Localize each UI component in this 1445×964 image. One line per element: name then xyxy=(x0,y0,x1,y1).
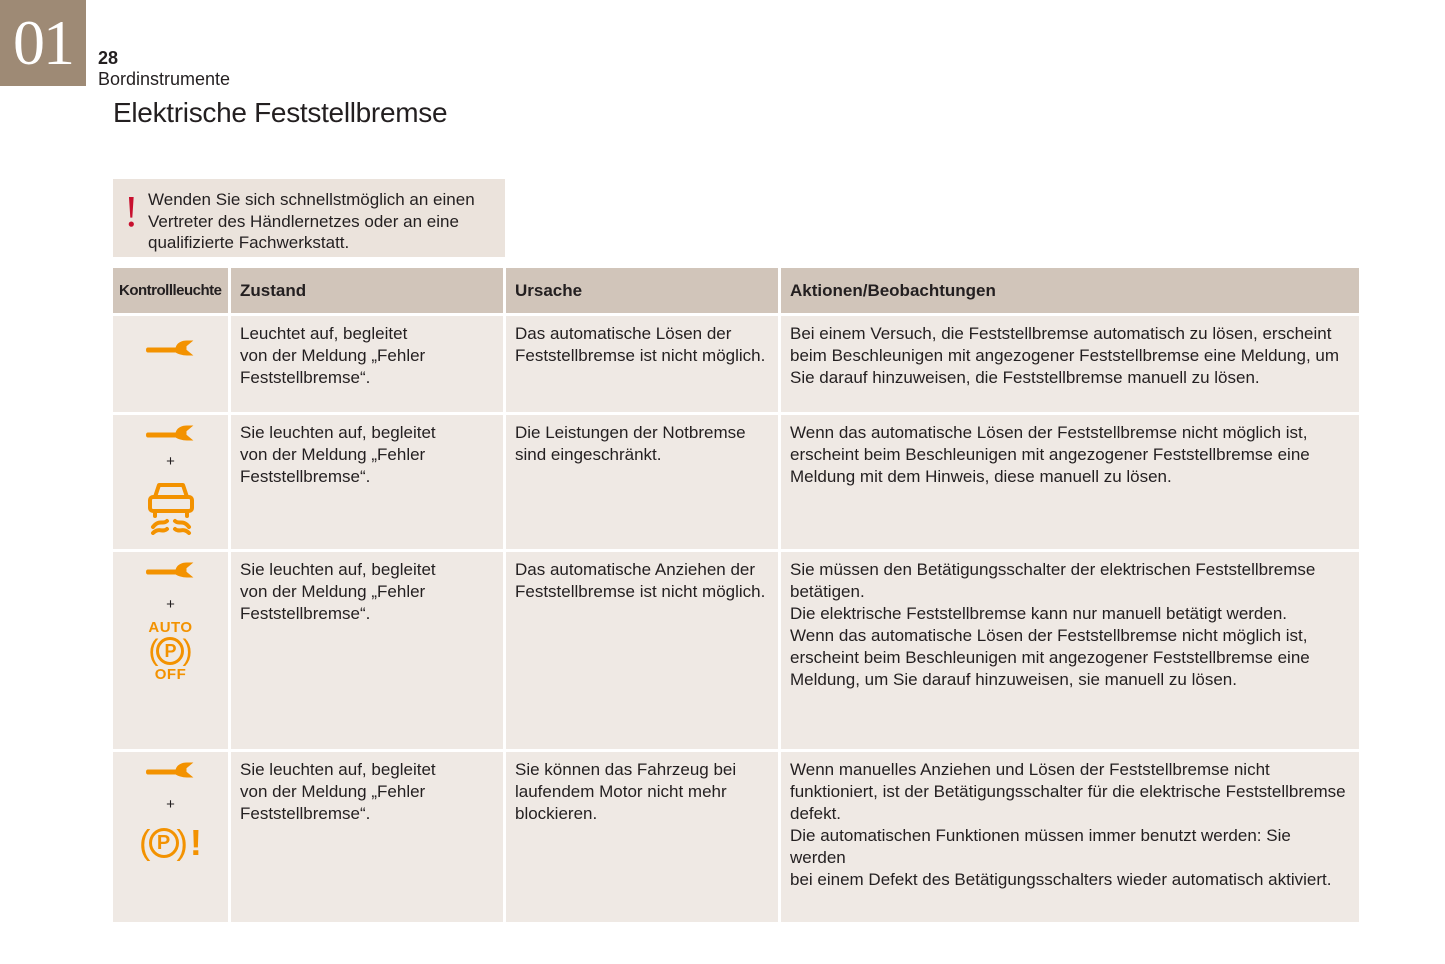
park-warning-icon: ( P ) ! xyxy=(139,822,202,863)
wrench-icon xyxy=(146,762,196,784)
text-line: erscheint beim Beschleunigen mit angezogener Feststellbremse eine xyxy=(790,445,1310,464)
text-line: Meldung, um Sie darauf hinzuweisen, sie manuell zu lösen. xyxy=(790,670,1237,689)
section-title: Bordinstrumente xyxy=(98,69,231,89)
table-header-row xyxy=(113,268,1359,313)
exclamation-icon: ! xyxy=(124,187,139,236)
text-line: Sie leuchten auf, begleitet xyxy=(240,423,436,442)
ursache-cell xyxy=(506,316,778,412)
text-line: von der Meldung „Fehler xyxy=(240,346,426,365)
text-line: Wenn manuelles Anziehen und Lösen der Feststellbremse nicht xyxy=(790,760,1270,779)
chapter-number: 01 xyxy=(0,0,86,86)
aktionen-cell xyxy=(781,752,1359,922)
table-row xyxy=(113,316,1359,412)
plus-sign: + xyxy=(166,796,175,813)
warning-line: qualifizierte Fachwerkstatt. xyxy=(148,233,350,252)
text-line: Das automatische Lösen der xyxy=(515,324,732,343)
aktionen-cell xyxy=(781,415,1359,549)
warning-line: Wenden Sie sich schnellstmöglich an einen xyxy=(148,190,475,209)
ursache-cell xyxy=(506,552,778,749)
warning-bang: ! xyxy=(189,822,202,863)
lamp-cell xyxy=(113,752,228,922)
text-line: von der Meldung „Fehler xyxy=(240,782,426,801)
col-header-zustand: Zustand xyxy=(231,268,503,313)
warning-box xyxy=(113,179,505,257)
ursache-cell xyxy=(506,415,778,549)
park-p-label: P xyxy=(149,828,179,858)
table-row xyxy=(113,752,1359,922)
zustand-cell xyxy=(231,316,503,412)
zustand-cell xyxy=(231,752,503,922)
text-line: Meldung mit dem Hinweis, diese manuell zu lösen. xyxy=(790,467,1172,486)
text-line: Wenn das automatische Lösen der Feststellbremse nicht möglich ist, xyxy=(790,423,1308,442)
text-line: Feststellbremse“. xyxy=(240,368,371,387)
text-line: Feststellbremse“. xyxy=(240,604,371,623)
auto-park-off-icon: AUTO ( P ) OFF xyxy=(148,619,193,683)
text-line: Bei einem Versuch, die Feststellbremse automatisch zu lösen, erscheint xyxy=(790,324,1332,343)
text-line: sind eingeschränkt. xyxy=(515,445,662,464)
col-header-ursache: Ursache xyxy=(506,268,778,313)
text-line: Sie darauf hinzuweisen, die Feststellbremse manuell zu lösen. xyxy=(790,368,1260,387)
text-line: Leuchtet auf, begleitet xyxy=(240,324,408,343)
text-line: Feststellbremse“. xyxy=(240,804,371,823)
text-line: Die automatischen Funktionen müssen immer benutzt werden: Sie werden xyxy=(790,826,1291,867)
text-line: erscheint beim Beschleunigen mit angezogener Feststellbremse eine xyxy=(790,648,1310,667)
text-line: Feststellbremse ist nicht möglich. xyxy=(515,582,766,601)
skid-car-icon xyxy=(145,477,197,535)
text-line: Die Leistungen der Notbremse xyxy=(515,423,746,442)
text-line: Die elektrische Feststellbremse kann nur manuell betätigt werden. xyxy=(790,604,1288,623)
text-line: von der Meldung „Fehler xyxy=(240,445,426,464)
table-row xyxy=(113,552,1359,749)
zustand-cell xyxy=(231,415,503,549)
off-label: OFF xyxy=(154,666,187,683)
plus-sign: + xyxy=(166,596,175,613)
warning-text xyxy=(148,189,475,254)
text-line: Sie leuchten auf, begleitet xyxy=(240,760,436,779)
text-line: Das automatische Anziehen der xyxy=(515,560,756,579)
text-line: laufendem Motor nicht mehr xyxy=(515,782,727,801)
text-line: bei einem Defekt des Betätigungsschalters wieder automatisch aktiviert. xyxy=(790,870,1332,889)
text-line: Sie müssen den Betätigungsschalter der elektrischen Feststellbremse xyxy=(790,560,1316,579)
lamp-cell xyxy=(113,552,228,749)
wrench-icon xyxy=(146,425,196,447)
page-number: 28 xyxy=(98,48,119,68)
plus-sign: + xyxy=(166,453,175,470)
col-header-aktionen: Aktionen/Beobachtungen xyxy=(781,268,1359,313)
ursache-cell xyxy=(506,752,778,922)
warning-lamp-table xyxy=(110,265,1362,925)
zustand-cell xyxy=(231,552,503,749)
col-header-kontrollleuchte: Kontrollleuchte xyxy=(113,268,228,313)
text-line: Feststellbremse ist nicht möglich. xyxy=(515,346,766,365)
text-line: blockieren. xyxy=(515,804,598,823)
text-line: beim Beschleunigen mit angezogener Feststellbremse eine Meldung, um xyxy=(790,346,1340,365)
text-line: von der Meldung „Fehler xyxy=(240,582,426,601)
text-line: Sie können das Fahrzeug bei xyxy=(515,760,737,779)
page-title: Elektrische Feststellbremse xyxy=(113,97,448,128)
text-line: Sie leuchten auf, begleitet xyxy=(240,560,436,579)
warning-line: Vertreter des Händlernetzes oder an eine xyxy=(148,211,459,231)
text-line: Feststellbremse“. xyxy=(240,467,371,486)
text-line: funktioniert, ist der Betätigungsschalter für die elektrische Feststellbremse xyxy=(790,782,1346,801)
park-p-label: P xyxy=(156,637,184,665)
text-line: betätigen. xyxy=(790,582,865,601)
table-row xyxy=(113,415,1359,549)
wrench-icon xyxy=(146,562,196,584)
lamp-cell xyxy=(113,316,228,412)
wrench-icon xyxy=(146,340,196,362)
aktionen-cell xyxy=(781,316,1359,412)
aktionen-cell xyxy=(781,552,1359,749)
text-line: Wenn das automatische Lösen der Feststellbremse nicht möglich ist, xyxy=(790,626,1308,645)
text-line: defekt. xyxy=(790,804,842,823)
lamp-cell xyxy=(113,415,228,549)
auto-label: AUTO xyxy=(148,619,193,636)
